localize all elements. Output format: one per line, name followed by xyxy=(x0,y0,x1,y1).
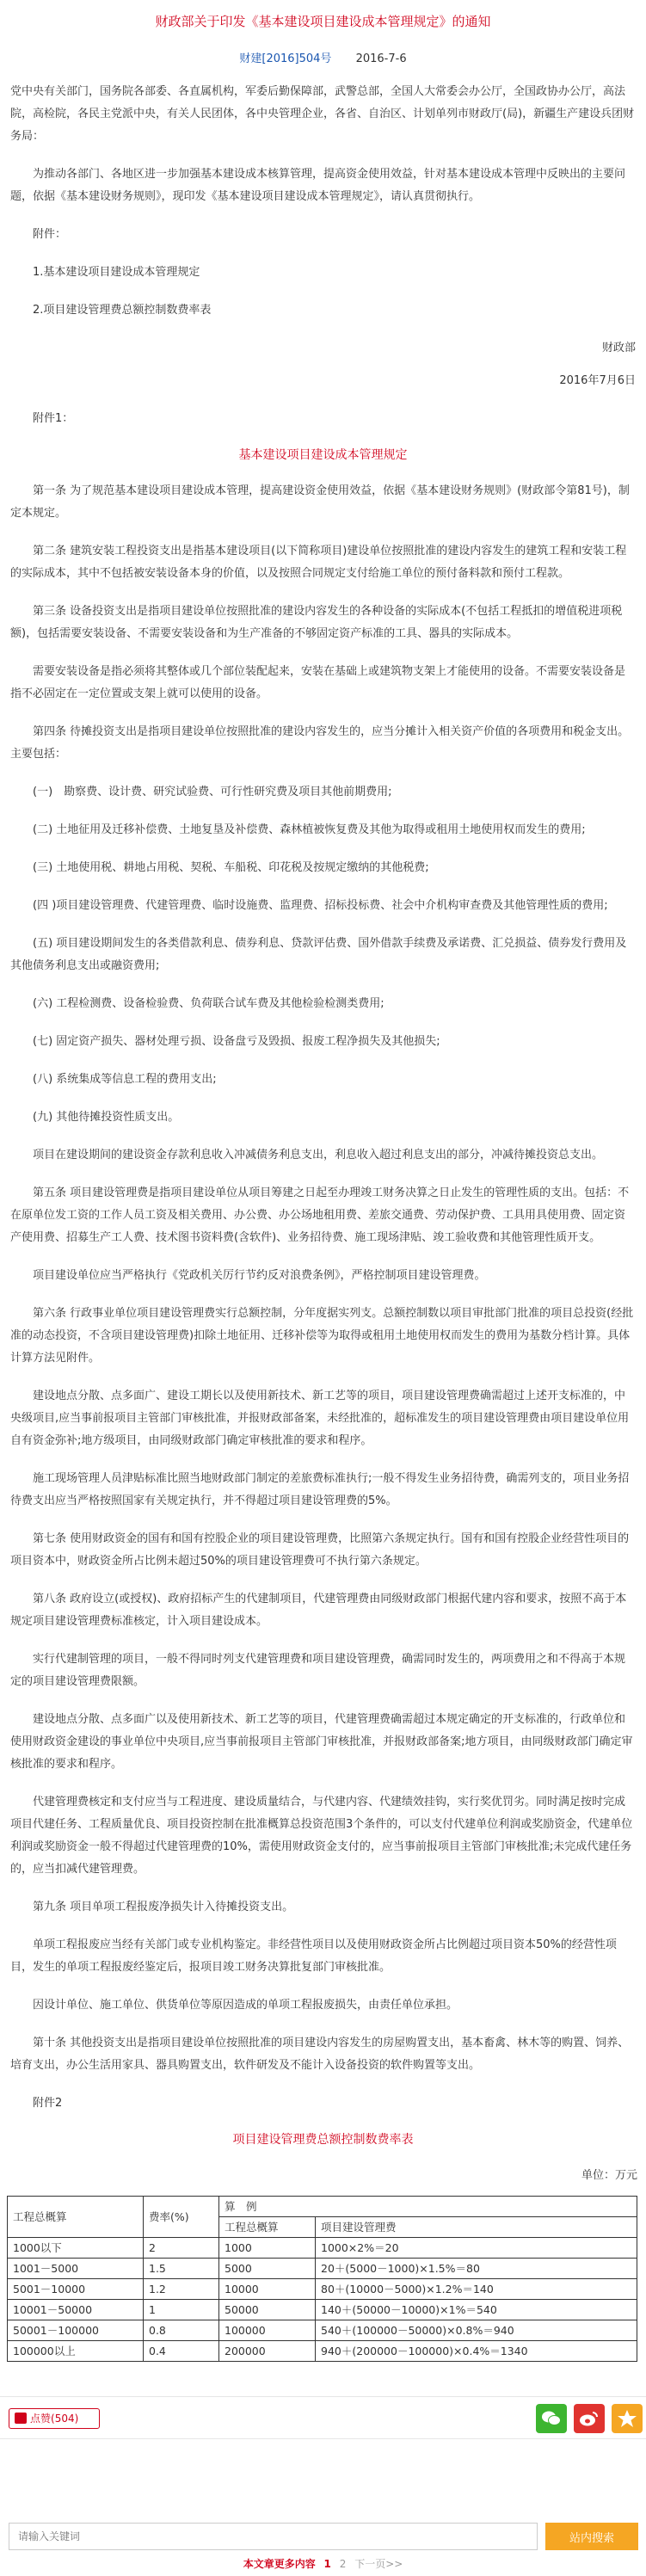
regulation-paragraph: 实行代建制管理的项目，一般不得同时列支代建管理费和项目建设管理费，确需同时发生的，两项费用之和不得高于本规定的项目建设管理费限额。 xyxy=(10,1653,626,1688)
table-cell: 20＋(5000－1000)×1.5%＝80 xyxy=(316,2259,637,2279)
regulation-paragraph: (九) 其他待摊投资性质支出。 xyxy=(33,1111,180,1124)
thumbs-up-icon xyxy=(15,2413,27,2424)
notice-body: 为推动各部门、各地区进一步加强基本建设成本核算管理，提高资金使用效益，针对基本建设成本管理中反映出的主要问题，依据《基本建设财务规则》，现印发《基本建设项目建设成本管理规定》，请认真贯彻执行。 xyxy=(10,168,626,203)
table-row xyxy=(8,2320,637,2341)
regulation-paragraph: 第二条 建筑安装工程投资支出是指基本建设项目(以下简称项目)建设单位按照批准的建设内容发生的建筑工程和安装工程的实际成本，其中不包括被安装设备本身的价值，以及按照合同规定支付给施工单位的预付备料款和预付工程款。 xyxy=(10,545,627,580)
table-cell: 5000 xyxy=(219,2259,316,2279)
table-cell: 1000 xyxy=(219,2238,316,2259)
appendix1-title: 基本建设项目建设成本管理规定 xyxy=(238,448,408,462)
fee-rate-table xyxy=(7,2196,637,2362)
like-button[interactable]: 点赞(504) xyxy=(9,2408,100,2429)
wechat-icon[interactable] xyxy=(536,2404,567,2433)
regulation-paragraph: 第九条 项目单项工程报废净损失计入待摊投资支出。 xyxy=(33,1901,294,1914)
regulation-paragraph: (七) 固定资产损失、器材处理亏损、设备盘亏及毁损、报废工程净损失及其他损失; xyxy=(33,1035,440,1048)
qzone-icon[interactable] xyxy=(612,2404,643,2433)
regulation-paragraph: (二) 土地征用及迁移补偿费、土地复垦及补偿费、森林植被恢复费及其他为取得或租用土地使用权而发生的费用; xyxy=(33,823,586,836)
recipients: 党中央有关部门，国务院各部委、各直属机构，军委后勤保障部，武警总部，全国人大常委会办公厅，全国政协办公厅，高法院，高检院，各民主党派中央，有关人民团体，各中央管理企业，各省、自治区、计划单列市财政厅(局)，新疆生产建设兵团财务局： xyxy=(10,85,635,143)
table-cell: 0.8 xyxy=(144,2320,219,2341)
table-cell: 100000以上 xyxy=(8,2341,144,2362)
next-page-link[interactable]: 下一页>> xyxy=(354,2558,403,2570)
attachments-label: 附件： xyxy=(33,228,67,241)
table-cell: 200000 xyxy=(219,2341,316,2362)
regulation-paragraph: 第一条 为了规范基本建设项目建设成本管理，提高建设资金使用效益，依据《基本建设财务规则》(财政部令第81号)，制定本规定。 xyxy=(10,484,630,520)
page-2-link[interactable]: 2 xyxy=(339,2558,347,2570)
table-cell: 1000×2%＝20 xyxy=(316,2238,637,2259)
regulation-paragraph: 第五条 项目建设管理费是指项目建设单位从项目筹建之日起至办理竣工财务决算之日止发生的管理性质的支出。包括：不在原单位发工资的工作人员工资及相关费用、办公费、办公场地租用费、差旅交通费、劳动保护费、工具用具使用费、固定资产使用费、招募生产工人费、技术图书资料费(含软件)、业务招待费、施工现场津贴、竣工验收费和其他管理性质开支。 xyxy=(10,1186,630,1244)
regulation-paragraph: 第三条 设备投资支出是指项目建设单位按照批准的建设内容发生的各种设备的实际成本(不包括工程抵扣的增值税进项税额)，包括需要安装设备、不需要安装设备和为生产准备的不够固定资产标准的工具、器具的实际成本。 xyxy=(10,605,623,640)
table-row xyxy=(8,2279,637,2300)
article-body xyxy=(0,81,646,2149)
appendix2-label: 附件2 xyxy=(33,2097,63,2110)
regulation-paragraph: 第七条 使用财政资金的国有和国有控股企业的项目建设管理费，比照第六条规定执行。国有和国有控股企业经营性项目的项目资本中，财政资金所占比例未超过50%的项目建设管理费可不执行第六条规定。 xyxy=(10,1532,630,1568)
table-cell: 1.2 xyxy=(144,2279,219,2300)
table-cell: 1001－5000 xyxy=(8,2259,144,2279)
regulation-paragraph: 因设计单位、施工单位、供货单位等原因造成的单项工程报废损失，由责任单位承担。 xyxy=(33,1999,458,2012)
regulation-paragraph: 代建管理费核定和支付应当与工程进度、建设质量结合，与代建内容、代建绩效挂钩，实行奖优罚劣。同时满足按时完成项目代建任务、工程质量优良、项目投资控制在批准概算总投资范围3个条件的，可以支付代建单位利润或奖励资金，代建单位利润或奖励资金一般不得超过代建管理费的10%，需使用财政资金支付的，应当事前报项目主管部门审核批准;未完成代建任务的，应当扣减代建管理费。 xyxy=(10,1796,633,1876)
table-cell: 80＋(10000－5000)×1.2%＝140 xyxy=(316,2279,637,2300)
subheader-management-fee: 项目建设管理费 xyxy=(316,2217,637,2238)
table-row xyxy=(8,2238,637,2259)
regulation-paragraph: (三) 土地使用税、耕地占用税、契税、车船税、印花税及按规定缴纳的其他税费; xyxy=(33,861,429,874)
share-bar xyxy=(0,2396,646,2439)
like-label: 点赞 xyxy=(30,2413,52,2425)
site-search xyxy=(9,2523,639,2550)
article-title: 财政部关于印发《基本建设项目建设成本管理规定》的通知 xyxy=(155,14,491,29)
regulation-paragraph: 第八条 政府设立(或授权)、政府招标产生的代建制项目，代建管理费由同级财政部门根据代建内容和要求，按照不高于本规定项目建设管理费标准核定，计入项目建设成本。 xyxy=(10,1593,627,1628)
table-cell: 940＋(200000－100000)×0.4%＝1340 xyxy=(316,2341,637,2362)
table-header-row xyxy=(8,2197,637,2217)
regulation-paragraph: (六) 工程检测费、设备检验费、负荷联合试车费及其他检验检测类费用; xyxy=(33,997,385,1010)
table-cell: 10000 xyxy=(219,2279,316,2300)
appendix1-label: 附件1： xyxy=(33,412,74,425)
appendix2-title: 项目建设管理费总额控制数费率表 xyxy=(232,2133,414,2147)
table-cell: 0.4 xyxy=(144,2341,219,2362)
regulation-paragraph: (五) 项目建设期间发生的各类借款利息、债券利息、贷款评估费、国外借款手续费及承诺费、汇兑损益、债券发行费用及其他债务利息支出或融资费用; xyxy=(10,937,627,972)
page-current[interactable]: 1 xyxy=(323,2558,331,2570)
weibo-icon[interactable] xyxy=(574,2404,605,2433)
table-row xyxy=(8,2300,637,2320)
header-rate: 费率(%) xyxy=(144,2197,219,2238)
subheader-total-budget: 工程总概算 xyxy=(219,2217,316,2238)
attachment-2: 2.项目建设管理费总额控制数费率表 xyxy=(33,304,212,317)
pagination xyxy=(0,2555,646,2573)
table-cell: 1 xyxy=(144,2300,219,2320)
regulation-paragraph: 第十条 其他投资支出是指项目建设单位按照批准的项目建设内容发生的房屋购置支出，基本畜禽、林木等的购置、饲养、培育支出，办公生活用家具、器具购置支出，软件研发及不能计入设备投资的软件购置等支出。 xyxy=(10,2037,630,2072)
regulation-paragraph: 建设地点分散、点多面广、建设工期长以及使用新技术、新工艺等的项目，项目建设管理费确需超过上述开支标准的，中央级项目,应当事前报项目主管部门审核批准，并报财政部备案，未经批准的，超标准发生的项目建设管理费由项目建设单位用自有资金弥补;地方级项目，由同级财政部门确定审核批准的要求和程序。 xyxy=(10,1390,630,1447)
article-meta xyxy=(0,50,646,69)
unit-label: 单位：万元 xyxy=(581,2169,637,2182)
regulation-paragraph: 第四条 待摊投资支出是指项目建设单位按照批准的建设内容发生的，应当分摊计入相关资产价值的各项费用和税金支出。主要包括： xyxy=(10,725,630,761)
table-cell: 540＋(100000－50000)×0.8%＝940 xyxy=(316,2320,637,2341)
regulation-paragraph: 单项工程报废应当经有关部门或专业机构鉴定。非经营性项目以及使用财政资金所占比例超过项目资本50%的经营性项目，发生的单项工程报废经鉴定后，报项目竣工财务决算批复部门审核批准。 xyxy=(10,1938,617,1974)
issue-date: 2016年7月6日 xyxy=(559,374,636,387)
table-row xyxy=(8,2341,637,2362)
table-cell: 5001－10000 xyxy=(8,2279,144,2300)
regulation-paragraph: (一) 勘察费、设计费、研究试验费、可行性研究费及项目其他前期费用; xyxy=(33,786,392,798)
table-row xyxy=(8,2259,637,2279)
site-search-button[interactable]: 站内搜索 xyxy=(545,2523,638,2550)
publish-date: 2016-7-6 xyxy=(355,52,407,65)
table-cell: 1000以下 xyxy=(8,2238,144,2259)
regulation-paragraph: 项目在建设期间的建设资金存款利息收入冲减债务利息支出，利息收入超过利息支出的部分，冲减待摊投资总支出。 xyxy=(33,1149,604,1162)
search-input[interactable] xyxy=(9,2523,538,2550)
table-cell: 50000 xyxy=(219,2300,316,2320)
regulation-paragraph: 第六条 行政事业单位项目建设管理费实行总额控制，分年度据实列支。总额控制数以项目审批部门批准的项目总投资(经批准的动态投资，不含项目建设管理费)扣除土地征用、迁移补偿等为取得或租用土地使用权而发生的费用为基数分档计算。具体计算方法见附件。 xyxy=(10,1307,634,1365)
regulation-paragraph: 项目建设单位应当严格执行《党政机关厉行节约反对浪费条例》，严格控制项目建设管理费。 xyxy=(33,1269,486,1282)
regulation-paragraph: 建设地点分散、点多面广以及使用新技术、新工艺等的项目，代建管理费确需超过本规定确定的开支标准的，行政单位和使用财政资金建设的事业单位中央项目,应当事前报项目主管部门审核批准，并报财政部备案;地方项目，由同级财政部门确定审核批准的要求和程序。 xyxy=(10,1713,633,1771)
regulation-paragraph: 施工现场管理人员津贴标准比照当地财政部门制定的差旅费标准执行;一般不得发生业务招待费，确需列支的，项目业务招待费支出应当严格按照国家有关规定执行，并不得超过项目建设管理费的5%。 xyxy=(10,1472,630,1507)
regulation-paragraph: (四 )项目建设管理费、代建管理费、临时设施费、监理费、招标投标费、社会中介机构审查费及其他管理性质的费用; xyxy=(33,899,608,912)
doc-number[interactable]: 财建[2016]504号 xyxy=(239,52,332,65)
like-count: 504 xyxy=(54,2413,75,2425)
header-total-budget: 工程总概算 xyxy=(8,2197,144,2238)
table-cell: 140＋(50000－10000)×1%＝540 xyxy=(316,2300,637,2320)
table-cell: 1.5 xyxy=(144,2259,219,2279)
header-example: 算 例 xyxy=(219,2197,637,2217)
table-cell: 10001－50000 xyxy=(8,2300,144,2320)
table-cell: 50001－100000 xyxy=(8,2320,144,2341)
table-cell: 2 xyxy=(144,2238,219,2259)
regulation-paragraph: (八) 系统集成等信息工程的费用支出; xyxy=(33,1073,217,1086)
issuer: 财政部 xyxy=(601,342,636,354)
table-cell: 100000 xyxy=(219,2320,316,2341)
attachment-1: 1.基本建设项目建设成本管理规定 xyxy=(33,266,200,279)
pagination-label: 本文章更多内容 xyxy=(243,2558,316,2570)
regulation-paragraph: 需要安装设备是指必须将其整体或几个部位装配起来，安装在基础上或建筑物支架上才能使用的设备。不需要安装设备是指不必固定在一定位置或支架上就可以使用的设备。 xyxy=(10,665,626,700)
